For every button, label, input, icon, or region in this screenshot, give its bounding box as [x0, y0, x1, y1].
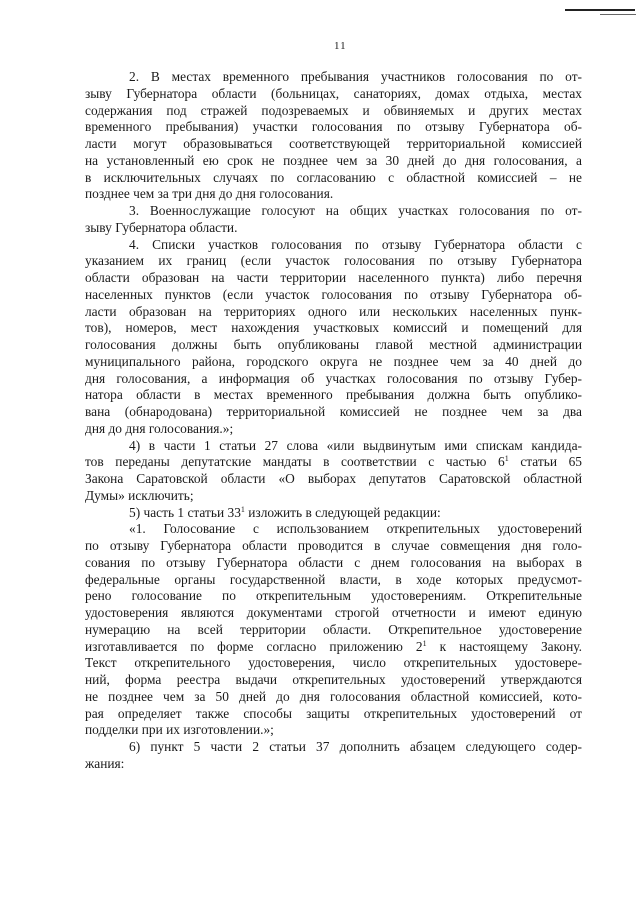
text-line: тов переданы депутатские мандаты в соответствии с частью $6^1$ статьи 65 — [85, 454, 582, 470]
page-number: 11 — [334, 40, 347, 52]
text-line: Текст открепительного удостоверения, число открепительных удостовере- — [85, 655, 582, 671]
text-line: ласти образован на территориях одного или нескольких населенных пунк- — [85, 303, 582, 319]
text-line: федеральные органы государственной власти, в ходе которых предусмот- — [85, 571, 582, 587]
text-line: «1. Голосование с использованием открепительных удостоверений — [129, 521, 582, 537]
text-line: жания: — [85, 755, 125, 771]
paragraph — [85, 505, 582, 522]
text-line: рая определяет также способы защиты открепительных удостоверений от — [85, 705, 582, 721]
paragraph — [85, 203, 582, 237]
text-line: дня голосования, а информация об участках голосования по отзыву Губер- — [85, 370, 582, 386]
text-line: 2. В местах временного пребывания участников голосования по от- — [129, 69, 582, 84]
text-line: указанием их границ (если участок голосования по отзыву Губернатора — [85, 253, 582, 269]
text-line: содержания под стражей подозреваемых и обвиняемых и других местах — [85, 102, 582, 118]
text-line: тов), номеров, мест нахождения участковых комиссий и помещений для — [85, 320, 582, 336]
text-line: ний, форма реестра выдачи открепительных удостоверений утверждаются — [85, 672, 582, 687]
text-line: голосования должны быть опубликованы главой местной администрации — [85, 337, 582, 352]
text-line: позднее чем за три дня до дня голосования. — [85, 186, 334, 202]
text-line: натора области в местах временного пребывания должна быть опублико- — [85, 387, 582, 403]
document-body — [85, 69, 582, 773]
text-line: вана (обнародована) территориальной комиссией не позднее чем за два — [85, 404, 582, 419]
text-line: муниципального района, городского округа не позднее чем за 40 дней до — [85, 353, 582, 369]
paragraph — [85, 739, 582, 773]
text-line: подделки при их изготовлении.»; — [85, 722, 274, 738]
text-line: 6) пункт 5 части 2 статьи 37 дополнить абзацем следующего содер- — [129, 739, 582, 754]
text-line: 4. Списки участков голосования по отзыву Губернатора области с — [129, 236, 582, 252]
paragraph — [85, 521, 582, 739]
text-line: изготавливается по форме согласно приложению $2^1$ к настоящему Закону. — [85, 638, 582, 654]
text-line: 3. Военнослужащие голосуют на общих участках голосования по от- — [129, 203, 582, 218]
text-line: в исключительных случаях по согласованию с областной комиссией – не — [85, 169, 582, 185]
text-line: на установленный ею срок не позднее чем за 30 дней до дня голосования, а — [85, 152, 582, 168]
text-line: зыву Губернатора области (больницах, санаториях, домах отдыха, местах — [85, 85, 582, 101]
top-rule-short — [600, 14, 636, 15]
text-line: зыву Губернатора области. — [85, 219, 238, 235]
top-rule — [565, 9, 635, 11]
text-line: области образован на части территории населенного пункта) либо перечня — [85, 270, 582, 285]
text-line: ласти могут образовываться соответствующей территориальной комиссией — [85, 136, 582, 151]
paragraph — [85, 69, 582, 203]
text-line: 4) в части 1 статьи 27 слова «или выдвинутым ими спискам кандида- — [129, 437, 582, 453]
paragraph — [85, 237, 582, 438]
text-line: Закона Саратовской области «О выборах депутатов Саратовской областной — [85, 471, 582, 486]
text-line: сования по отзыву Губернатора области с днем голосования на выборах в — [85, 554, 582, 570]
text-line: дня до дня голосования.»; — [85, 420, 234, 436]
text-line: временного пребывания) участки голосования по отзыву Губернатора об- — [85, 119, 582, 135]
text-line: Думы» исключить; — [85, 487, 194, 503]
paragraph — [85, 438, 582, 505]
text-line: не позднее чем за 50 дней до дня голосования областной комиссией, кото- — [85, 688, 582, 704]
text-line: удостоверения являются документами строгой отчетности и имеют единую — [85, 605, 582, 620]
text-line: рено голосование по открепительным удостоверениям. Открепительные — [85, 588, 582, 604]
text-line: населенных пунктов (если участок голосования по отзыву Губернатора об- — [85, 286, 582, 302]
text-line: нумерацию на всей территории области. Открепительное удостоверение — [85, 621, 582, 637]
text-line: 5) часть 1 статьи $33^1$ изложить в следующей редакции: — [129, 504, 441, 520]
text-line: по отзыву Губернатора области проводится в случае совмещения дня голо- — [85, 538, 582, 553]
